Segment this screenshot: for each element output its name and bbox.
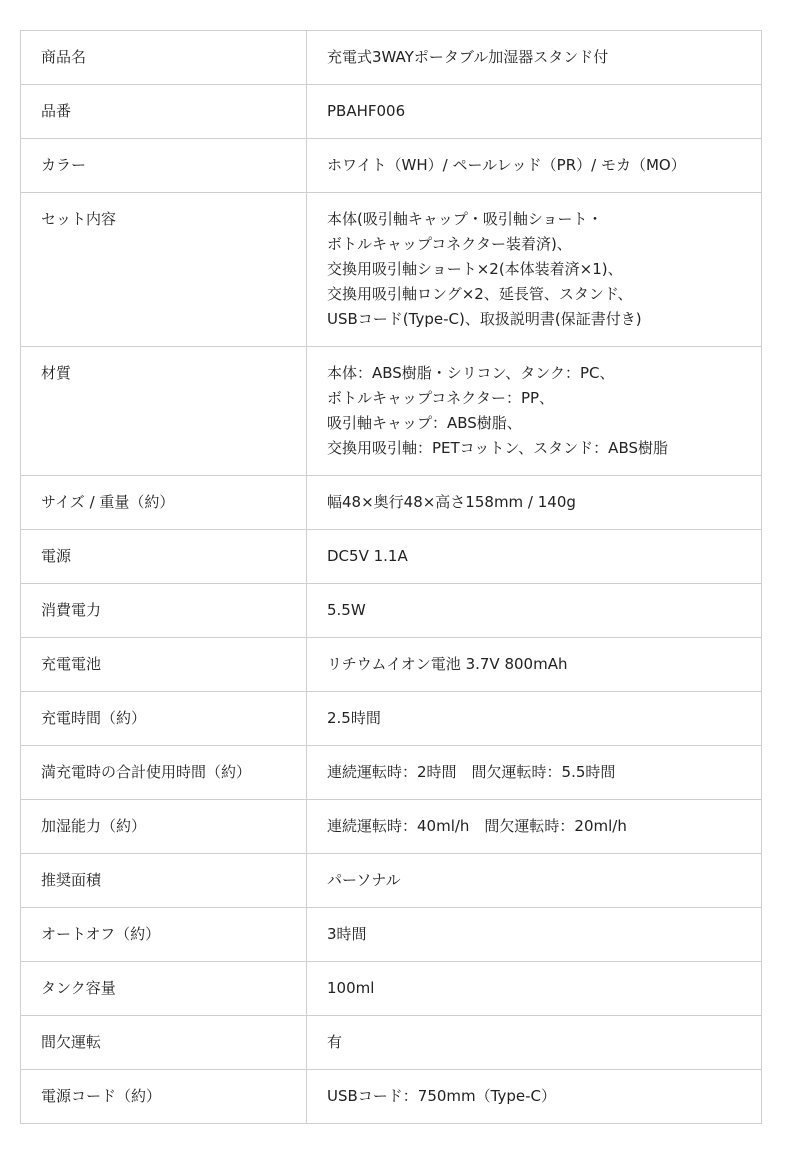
spec-value-line: 本体(吸引軸キャップ・吸引軸ショート・ bbox=[327, 210, 603, 228]
spec-label: カラー bbox=[21, 139, 307, 193]
spec-label: 材質 bbox=[21, 347, 307, 476]
spec-label: オートオフ（約） bbox=[21, 908, 307, 962]
spec-label: 満充電時の合計使用時間（約） bbox=[21, 746, 307, 800]
spec-value-line: 100ml bbox=[327, 979, 375, 997]
spec-value-line: ホワイト（WH）/ ペールレッド（PR）/ モカ（MO） bbox=[327, 156, 686, 174]
spec-label: 推奨面積 bbox=[21, 854, 307, 908]
spec-row bbox=[21, 746, 762, 800]
spec-value bbox=[307, 31, 762, 85]
spec-label: 間欠運転 bbox=[21, 1016, 307, 1070]
spec-row bbox=[21, 692, 762, 746]
spec-value bbox=[307, 347, 762, 476]
spec-label: セット内容 bbox=[21, 193, 307, 347]
spec-value-line: ボトルキャップコネクター装着済)、 bbox=[327, 235, 572, 253]
spec-value-line: USBコード：750mm（Type-C） bbox=[327, 1087, 556, 1105]
spec-value bbox=[307, 476, 762, 530]
spec-value-line: リチウムイオン電池 3.7V 800mAh bbox=[327, 655, 568, 673]
spec-table bbox=[20, 30, 762, 1124]
spec-value-line: ボトルキャップコネクター：PP、 bbox=[327, 389, 555, 407]
spec-row bbox=[21, 193, 762, 347]
spec-value bbox=[307, 746, 762, 800]
spec-value-line: PBAHF006 bbox=[327, 102, 406, 120]
spec-label: 電源コード（約） bbox=[21, 1070, 307, 1124]
spec-label: 商品名 bbox=[21, 31, 307, 85]
spec-row bbox=[21, 31, 762, 85]
spec-value bbox=[307, 584, 762, 638]
spec-value bbox=[307, 962, 762, 1016]
spec-value-line: 交換用吸引軸：PETコットン、スタンド：ABS樹脂 bbox=[327, 439, 668, 457]
spec-row bbox=[21, 476, 762, 530]
spec-value-line: 5.5W bbox=[327, 601, 366, 619]
spec-row bbox=[21, 139, 762, 193]
spec-value-line: 交換用吸引軸ショート×2(本体装着済×1)、 bbox=[327, 260, 623, 278]
spec-row bbox=[21, 1016, 762, 1070]
spec-row bbox=[21, 638, 762, 692]
spec-label: 充電電池 bbox=[21, 638, 307, 692]
spec-table-body bbox=[21, 31, 762, 1124]
spec-label: 充電時間（約） bbox=[21, 692, 307, 746]
spec-value-line: 連続運転時：2時間 間欠運転時：5.5時間 bbox=[327, 763, 616, 781]
spec-value bbox=[307, 692, 762, 746]
spec-label: 電源 bbox=[21, 530, 307, 584]
spec-row bbox=[21, 584, 762, 638]
spec-value-line: 2.5時間 bbox=[327, 709, 381, 727]
spec-value-line: 充電式3WAYポータブル加湿器スタンド付 bbox=[327, 48, 609, 66]
spec-value bbox=[307, 85, 762, 139]
spec-value-line: 吸引軸キャップ：ABS樹脂、 bbox=[327, 414, 522, 432]
spec-value-line: 3時間 bbox=[327, 925, 367, 943]
spec-value bbox=[307, 193, 762, 347]
spec-value bbox=[307, 854, 762, 908]
spec-row bbox=[21, 854, 762, 908]
spec-value-line: 本体：ABS樹脂・シリコン、タンク：PC、 bbox=[327, 364, 615, 382]
spec-label: サイズ / 重量（約） bbox=[21, 476, 307, 530]
spec-value-line: 幅48×奥行48×高さ158mm / 140g bbox=[327, 493, 576, 511]
spec-label: 加湿能力（約） bbox=[21, 800, 307, 854]
spec-value-line: DC5V 1.1A bbox=[327, 547, 408, 565]
spec-value bbox=[307, 1016, 762, 1070]
spec-row bbox=[21, 85, 762, 139]
spec-row bbox=[21, 530, 762, 584]
spec-value bbox=[307, 1070, 762, 1124]
spec-value-line: USBコード(Type-C)、取扱説明書(保証書付き) bbox=[327, 310, 642, 328]
spec-value bbox=[307, 908, 762, 962]
spec-value bbox=[307, 139, 762, 193]
spec-row bbox=[21, 347, 762, 476]
spec-value bbox=[307, 530, 762, 584]
spec-value-line: 連続運転時：40ml/h 間欠運転時：20ml/h bbox=[327, 817, 627, 835]
spec-value-line: 交換用吸引軸ロング×2、延長管、スタンド、 bbox=[327, 285, 633, 303]
spec-value-line: 有 bbox=[327, 1033, 343, 1051]
spec-label: 品番 bbox=[21, 85, 307, 139]
spec-row bbox=[21, 962, 762, 1016]
spec-row bbox=[21, 908, 762, 962]
spec-value bbox=[307, 800, 762, 854]
spec-row bbox=[21, 1070, 762, 1124]
spec-label: タンク容量 bbox=[21, 962, 307, 1016]
spec-value-line: パーソナル bbox=[327, 871, 401, 889]
spec-label: 消費電力 bbox=[21, 584, 307, 638]
spec-row bbox=[21, 800, 762, 854]
spec-value bbox=[307, 638, 762, 692]
